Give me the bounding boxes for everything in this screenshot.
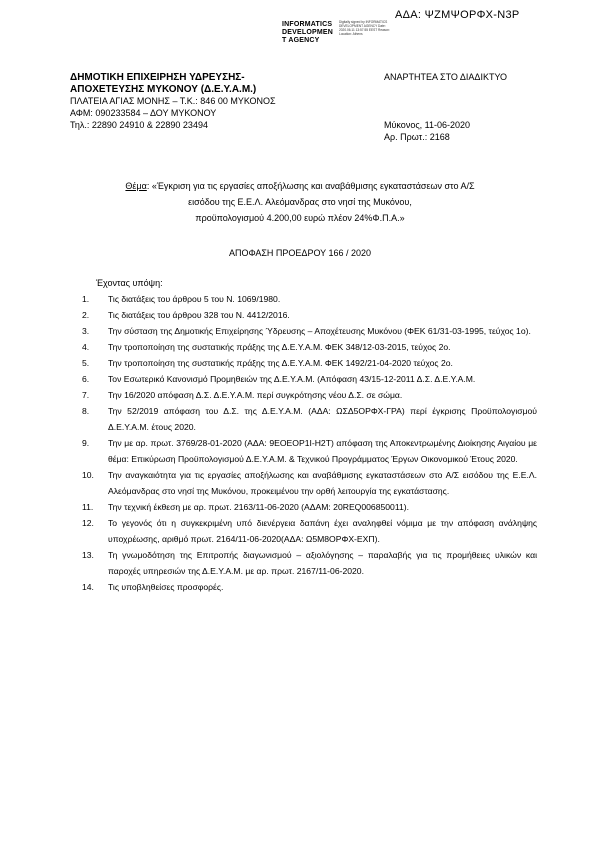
item-text: Την τροποποίηση της συστατικής πράξης της Δ.Ε.Υ.Α.Μ. ΦΕΚ 1492/21-04-2020 τεύχος 2ο. (108, 358, 453, 368)
item-number: 1. (82, 294, 90, 304)
list-item (82, 467, 537, 499)
subject-block (70, 178, 530, 226)
list-item (82, 579, 537, 595)
document-date: Μύκονος, 11-06-2020 (384, 120, 471, 130)
list-item (82, 435, 537, 467)
item-text: Την 16/2020 απόφαση Δ.Σ. Δ.Ε.Υ.Α.Μ. περί συγκρότησης νέου Δ.Σ. σε σώμα. (108, 390, 403, 400)
organization-name-line2: ΑΠΟΧΕΤΕΥΣΗΣ ΜΥΚΟΝΟΥ (Δ.Ε.Υ.Α.Μ.) (70, 84, 257, 95)
protocol-number: Αρ. Πρωτ.: 2168 (384, 132, 450, 142)
item-text: Την σύσταση της Δημοτικής Επιχείρησης Ύδρευσης – Αποχέτευσης Μυκόνου (ΦΕΚ 61/31-03-1995, τεύχος 1ο). (108, 326, 531, 336)
posting-notice: ΑΝΑΡΤΗΤΕΑ ΣΤΟ ΔΙΑΔΙΚΤΥΟ (384, 72, 507, 82)
item-text: Την 52/2019 απόφαση του Δ.Σ. της Δ.Ε.Υ.Α.Μ. (ΑΔΑ: ΩΣΔ5ΟΡΦΧ-ΓΡΑ) περί έγκρισης Προϋπολογισμού Δ.Ε.Υ.Α.Μ. έτους 2020. (108, 406, 537, 432)
subject-text: : «Έγκριση για τις εργασίες αποξήλωσης και αναβάθμισης εγκαταστάσεων στο Α/Σ (146, 181, 475, 191)
item-number: 11. (82, 502, 94, 512)
list-item (82, 403, 537, 435)
organization-name-line1: ΔΗΜΟΤΙΚΗ ΕΠΙΧΕΙΡΗΣΗ ΥΔΡΕΥΣΗΣ- (70, 72, 245, 83)
agency-line-2: DEVELOPMEN (282, 29, 334, 36)
item-text: Την με αρ. πρωτ. 3769/28-01-2020 (ΑΔΑ: 9ΕΟΕΟΡ1Ι-Η2Τ) απόφαση της Αποκεντρωμένης Διοίκησης Αιγαίου με θέμα: Επικύρωση Προϋπολογισμού Δ.Ε.Υ.Α.Μ. & Τεχνικού Προγράμματος Έργων Οικονομικού Έτους 2020. (108, 438, 537, 464)
signature-agency-name (282, 21, 333, 45)
item-number: 12. (82, 518, 94, 528)
item-number: 4. (82, 342, 90, 352)
list-item (82, 307, 537, 323)
item-number: 13. (82, 550, 94, 560)
ada-code: ΑΔΑ: ΨΖΜΨΟΡΦΧ-Ν3Ρ (395, 9, 520, 21)
item-text: Τις διατάξεις του άρθρου 5 του Ν. 1069/1980. (108, 294, 281, 304)
organization-afm: ΑΦΜ: 090233584 – ΔΟΥ ΜΥΚΟΝΟΥ (70, 108, 217, 118)
considerations-list (82, 291, 537, 595)
item-text: Το γεγονός ότι η συγκεκριμένη υπό διενέργεια δαπάνη έχει αναληφθεί νόμιμα με την απόφαση ανάληψης υποχρέωσης, αριθμό πρωτ. 2164/11-06-2020(ΑΔΑ: Ω5Μ8ΟΡΦΧ-ΕΧΠ). (108, 518, 537, 544)
item-text: Τον Εσωτερικό Κανονισμό Προμηθειών της Δ.Ε.Υ.Α.Μ. (Απόφαση 43/15-12-2011 Δ.Σ. Δ.Ε.Υ.Α.Μ. (108, 374, 476, 384)
decision-title: ΑΠΟΦΑΣΗ ΠΡΟΕΔΡΟΥ 166 / 2020 (228, 248, 372, 258)
list-item (82, 371, 537, 387)
list-item (82, 547, 537, 579)
agency-line-1: INFORMATICS (282, 21, 333, 28)
having-regard-heading: Έχοντας υπόψη: (96, 278, 163, 288)
list-item (82, 323, 537, 339)
item-text: Τη γνωμοδότηση της Επιτροπής διαγωνισμού – αξιολόγησης – παραλαβής για τις προμήθειες υλικών και παροχές υπηρεσιών της Δ.Ε.Υ.Α.Μ. με αρ. πρωτ. 2167/11-06-2020. (108, 550, 537, 576)
list-item (82, 291, 537, 307)
item-number: 3. (82, 326, 90, 336)
item-text: Τις υποβληθείσες προσφορές. (108, 582, 224, 592)
item-number: 6. (82, 374, 90, 384)
list-item (82, 387, 537, 403)
organization-phone: Τηλ.: 22890 24910 & 22890 23494 (70, 120, 208, 130)
item-text: Την τροποποίηση της συστατικής πράξης της Δ.Ε.Υ.Α.Μ. ΦΕΚ 348/12-03-2015, τεύχος 2ο. (108, 342, 451, 352)
list-item (82, 499, 537, 515)
item-number: 7. (82, 390, 90, 400)
subject-line-1 (70, 178, 530, 194)
item-number: 10. (82, 470, 94, 480)
list-item (82, 355, 537, 371)
subject-line-3: προϋπολογισμού 4.200,00 ευρώ πλέον 24%Φ.Π.Α.» (195, 213, 405, 223)
item-text: Τις διατάξεις του άρθρου 328 του Ν. 4412/2016. (108, 310, 290, 320)
item-number: 9. (82, 438, 90, 448)
subject-line-2: εισόδου της Ε.Ε.Λ. Αλεόμανδρας στο νησί της Μυκόνου, (188, 197, 412, 207)
agency-line-3: T AGENCY (282, 37, 320, 44)
item-number: 2. (82, 310, 90, 320)
item-text: Την τεχνική έκθεση με αρ. πρωτ. 2163/11-06-2020 (ΑΔΑΜ: 20REQ006850011). (108, 502, 409, 512)
subject-label: Θέμα (125, 181, 147, 191)
item-number: 14. (82, 582, 94, 592)
digital-signature-details: Digitally signed by INFORMATICS DEVELOPMENT AGENCY Date: 2020.06.11 13:57:55 EEST Reason: Location: Athens (339, 20, 390, 36)
item-number: 5. (82, 358, 90, 368)
list-item (82, 339, 537, 355)
organization-address: ΠΛΑΤΕΙΑ ΑΓΙΑΣ ΜΟΝΗΣ – Τ.Κ.: 846 00 ΜΥΚΟΝΟΣ (70, 96, 276, 106)
item-text: Την αναγκαιότητα για τις εργασίες αποξήλωσης και αναβάθμισης εγκαταστάσεων στο Α/Σ εισόδου της Ε.Ε.Λ. Αλεόμανδρας στο νησί της Μυκόνου, προκειμένου την ορθή λειτουργία της εγκατάστασης. (108, 470, 537, 496)
item-number: 8. (82, 406, 90, 416)
list-item (82, 515, 537, 547)
